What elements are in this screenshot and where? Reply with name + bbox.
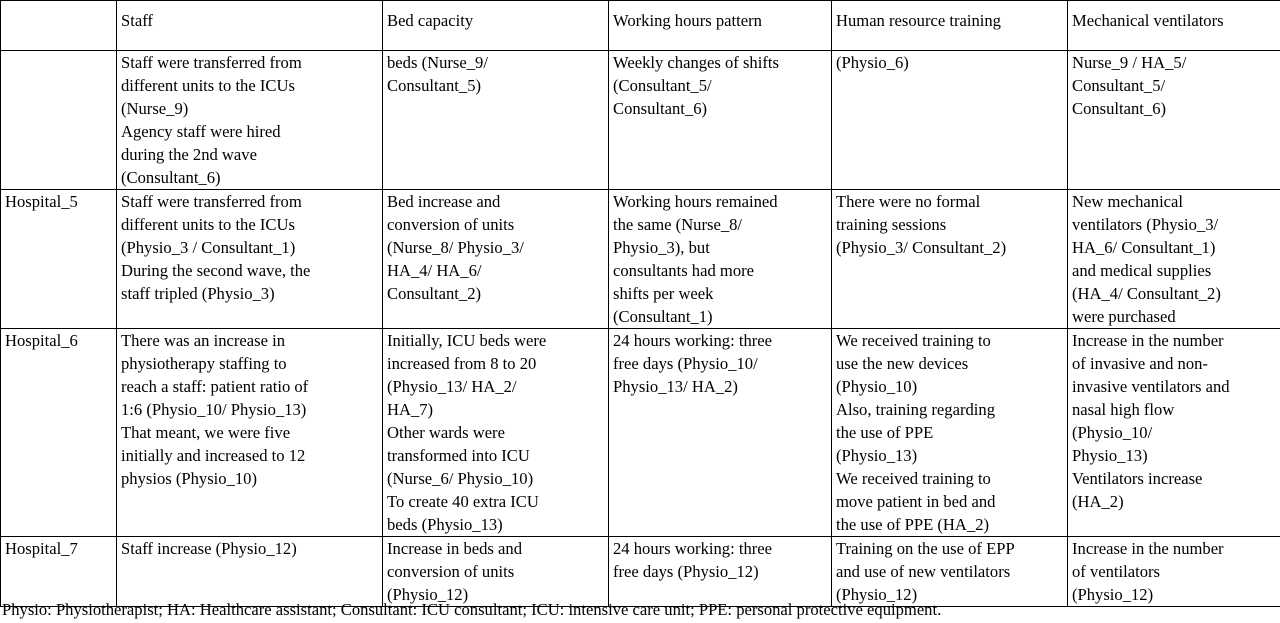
cell-text-line: (Physio_3 / Consultant_1) bbox=[121, 238, 296, 257]
header-cell-working-hours: Working hours pattern bbox=[609, 1, 832, 51]
cell-text-line: (HA_2) bbox=[1072, 492, 1124, 511]
cell-text-line: 1:6 (Physio_10/ Physio_13) bbox=[121, 400, 307, 419]
table-row bbox=[1, 329, 1280, 537]
footnote: Physio: Physiotherapist; HA: Healthcare assistant; Consultant: ICU consultant; ICU: intensive care unit; PPE: personal protective equipment. bbox=[2, 600, 942, 619]
cell-text-line: reach a staff: patient ratio of bbox=[121, 377, 309, 396]
cell-text-line: shifts per week bbox=[613, 284, 714, 303]
cell-training bbox=[832, 329, 1068, 537]
cell-text-line: free days (Physio_10/ bbox=[613, 354, 758, 373]
header-cell-bed-capacity: Bed capacity bbox=[383, 1, 609, 51]
cell-text-line: physios (Physio_10) bbox=[121, 469, 257, 488]
cell-text-line: Increase in beds and bbox=[387, 539, 522, 558]
cell-text-line: Increase in the number bbox=[1072, 331, 1224, 350]
header-row bbox=[1, 1, 1280, 51]
cell-text-line: (Physio_12) bbox=[387, 585, 469, 604]
cell-text-line: of ventilators bbox=[1072, 562, 1161, 581]
cell-text-line: beds (Physio_13) bbox=[387, 515, 503, 534]
cell-ventilators bbox=[1068, 190, 1280, 329]
cell-text-line: There were no formal bbox=[836, 192, 981, 211]
cell-text-line: 24 hours working: three bbox=[613, 331, 772, 350]
cell-text-line: Staff increase (Physio_12) bbox=[121, 539, 297, 558]
cell-text-line: New mechanical bbox=[1072, 192, 1184, 211]
cell-text-line: Weekly changes of shifts bbox=[613, 53, 779, 72]
cell-text-line: (Physio_12) bbox=[836, 585, 918, 604]
cell-text-line: (Nurse_9) bbox=[121, 99, 189, 118]
cell-staff bbox=[117, 190, 383, 329]
cell-text-line: Ventilators increase bbox=[1072, 469, 1203, 488]
cell-text-line: Staff were transferred from bbox=[121, 53, 302, 72]
cell-ventilators bbox=[1068, 329, 1280, 537]
cell-text-line: Consultant_6) bbox=[613, 99, 708, 118]
cell-text-line: initially and increased to 12 bbox=[121, 446, 306, 465]
header-cell-empty bbox=[1, 1, 117, 51]
row-label bbox=[1, 51, 117, 190]
cell-bed-capacity bbox=[383, 190, 609, 329]
cell-text-line: Increase in the number bbox=[1072, 539, 1224, 558]
cell-staff bbox=[117, 329, 383, 537]
cell-text-line: (Physio_10) bbox=[836, 377, 918, 396]
row-label: Hospital_7 bbox=[1, 537, 117, 607]
cell-training bbox=[832, 51, 1068, 190]
cell-text-line: Agency staff were hired bbox=[121, 122, 281, 141]
cell-text-line: (Physio_12) bbox=[1072, 585, 1154, 604]
cell-text-line: (Consultant_6) bbox=[121, 168, 221, 187]
cell-text-line: (Physio_13) bbox=[836, 446, 918, 465]
cell-text-line: and medical supplies bbox=[1072, 261, 1212, 280]
cell-text-line: HA_4/ HA_6/ bbox=[387, 261, 482, 280]
cell-text-line: move patient in bed and bbox=[836, 492, 996, 511]
cell-text-line: during the 2nd wave bbox=[121, 145, 257, 164]
cell-text-line: There was an increase in bbox=[121, 331, 286, 350]
header-cell-training: Human resource training bbox=[832, 1, 1068, 51]
table-row bbox=[1, 51, 1280, 190]
cell-text-line: the use of PPE bbox=[836, 423, 934, 442]
cell-working-hours bbox=[609, 190, 832, 329]
cell-text-line: Training on the use of EPP bbox=[836, 539, 1015, 558]
cell-text-line: different units to the ICUs bbox=[121, 215, 295, 234]
cell-text-line: (Consultant_1) bbox=[613, 307, 713, 326]
cell-text-line: HA_7) bbox=[387, 400, 434, 419]
cell-ventilators bbox=[1068, 51, 1280, 190]
cell-text-line: were purchased bbox=[1072, 307, 1176, 326]
table-row bbox=[1, 190, 1280, 329]
cell-text-line: Also, training regarding bbox=[836, 400, 995, 419]
cell-text-line: training sessions bbox=[836, 215, 947, 234]
cell-text-line: During the second wave, the bbox=[121, 261, 311, 280]
row-label: Hospital_6 bbox=[1, 329, 117, 537]
cell-text-line: Bed increase and bbox=[387, 192, 501, 211]
cell-text-line: Working hours remained bbox=[613, 192, 778, 211]
header-cell-staff: Staff bbox=[117, 1, 383, 51]
cell-text-line: transformed into ICU bbox=[387, 446, 530, 465]
cell-text-line: consultants had more bbox=[613, 261, 755, 280]
cell-text-line: (Physio_13/ HA_2/ bbox=[387, 377, 517, 396]
cell-bed-capacity bbox=[383, 329, 609, 537]
cell-working-hours bbox=[609, 51, 832, 190]
cell-text-line: the use of PPE (HA_2) bbox=[836, 515, 990, 534]
cell-text-line: (Nurse_8/ Physio_3/ bbox=[387, 238, 524, 257]
cell-text-line: Initially, ICU beds were bbox=[387, 331, 547, 350]
cell-text-line: HA_6/ Consultant_1) bbox=[1072, 238, 1216, 257]
cell-text-line: (Physio_6) bbox=[836, 53, 909, 72]
cell-text-line: Consultant_2) bbox=[387, 284, 482, 303]
cell-text-line: (Nurse_6/ Physio_10) bbox=[387, 469, 534, 488]
cell-training bbox=[832, 190, 1068, 329]
cell-text-line: increased from 8 to 20 bbox=[387, 354, 537, 373]
cell-text-line: (Physio_10/ bbox=[1072, 423, 1153, 442]
cell-text-line: physiotherapy staffing to bbox=[121, 354, 287, 373]
cell-bed-capacity bbox=[383, 51, 609, 190]
cell-working-hours bbox=[609, 329, 832, 537]
cell-text-line: and use of new ventilators bbox=[836, 562, 1011, 581]
cell-text-line: invasive ventilators and bbox=[1072, 377, 1230, 396]
cell-text-line: conversion of units bbox=[387, 562, 515, 581]
cell-text-line: staff tripled (Physio_3) bbox=[121, 284, 275, 303]
table-body bbox=[1, 1, 1280, 607]
cell-text-line: use the new devices bbox=[836, 354, 969, 373]
cell-text-line: nasal high flow bbox=[1072, 400, 1175, 419]
cell-text-line: To create 40 extra ICU bbox=[387, 492, 539, 511]
cell-text-line: of invasive and non- bbox=[1072, 354, 1208, 373]
cell-text-line: Staff were transferred from bbox=[121, 192, 302, 211]
cell-staff bbox=[117, 51, 383, 190]
cell-text-line: beds (Nurse_9/ bbox=[387, 53, 488, 72]
cell-text-line: Consultant_5/ bbox=[1072, 76, 1166, 95]
cell-text-line: Other wards were bbox=[387, 423, 505, 442]
table-row bbox=[1, 537, 1280, 607]
cell-text-line: Physio_13/ HA_2) bbox=[613, 377, 738, 396]
cell-text-line: That meant, we were five bbox=[121, 423, 291, 442]
cell-text-line: Consultant_6) bbox=[1072, 99, 1167, 118]
cell-working-hours bbox=[609, 537, 832, 607]
cell-text-line: (Physio_3/ Consultant_2) bbox=[836, 238, 1007, 257]
cell-text-line: 24 hours working: three bbox=[613, 539, 772, 558]
cell-text-line: (HA_4/ Consultant_2) bbox=[1072, 284, 1221, 303]
cell-text-line: (Consultant_5/ bbox=[613, 76, 712, 95]
cell-text-line: different units to the ICUs bbox=[121, 76, 295, 95]
cell-text-line: conversion of units bbox=[387, 215, 515, 234]
cell-text-line: Consultant_5) bbox=[387, 76, 482, 95]
cell-text-line: We received training to bbox=[836, 469, 991, 488]
row-label: Hospital_5 bbox=[1, 190, 117, 329]
cell-training bbox=[832, 537, 1068, 607]
cell-text-line: We received training to bbox=[836, 331, 991, 350]
cell-text-line: Nurse_9 / HA_5/ bbox=[1072, 53, 1187, 72]
header-cell-ventilators: Mechanical ventilators bbox=[1068, 1, 1280, 51]
cell-text-line: Physio_13) bbox=[1072, 446, 1148, 465]
cell-text-line: the same (Nurse_8/ bbox=[613, 215, 743, 234]
cell-staff bbox=[117, 537, 383, 607]
cell-text-line: Physio_3), but bbox=[613, 238, 710, 257]
cell-text-line: ventilators (Physio_3/ bbox=[1072, 215, 1219, 234]
cell-bed-capacity bbox=[383, 537, 609, 607]
cell-text-line: free days (Physio_12) bbox=[613, 562, 759, 581]
cell-ventilators bbox=[1068, 537, 1280, 607]
